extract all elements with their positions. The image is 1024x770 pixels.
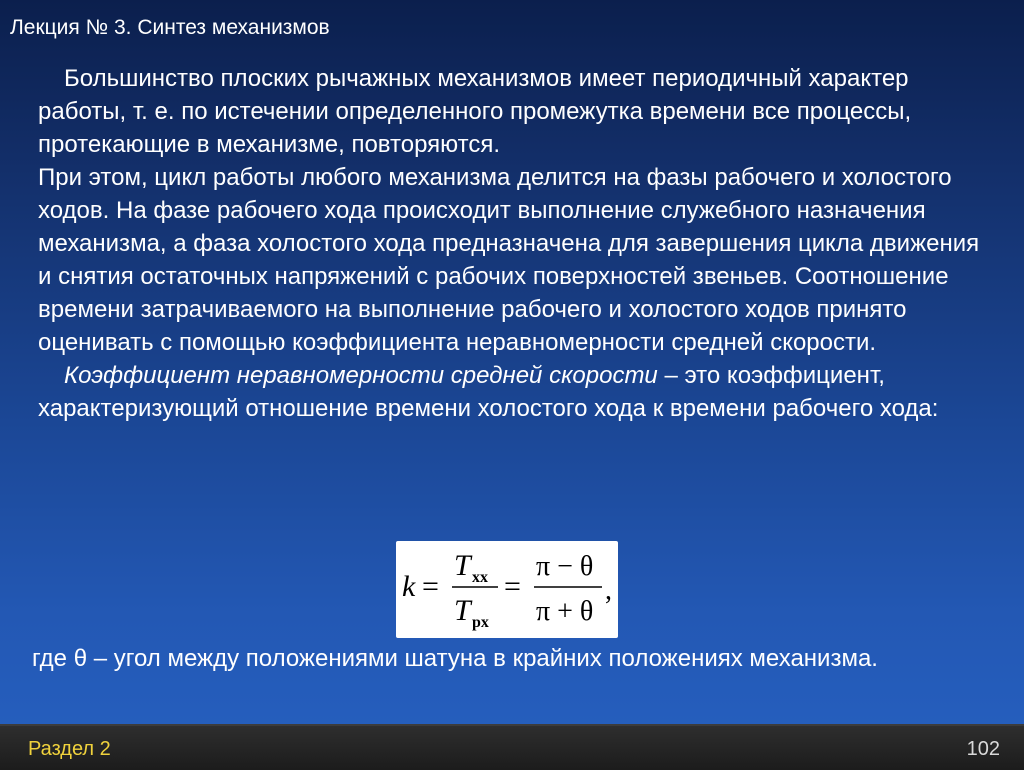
- formula-denominator: π + θ: [536, 596, 594, 627]
- formula-t-denominator: T: [454, 594, 471, 627]
- footer-section-label: Раздел 2: [28, 738, 111, 760]
- formula-sub-idle: хх: [472, 569, 488, 586]
- definition-paragraph: [38, 359, 998, 425]
- formula-comma: ,: [605, 575, 612, 606]
- formula-numerator: π − θ: [536, 551, 594, 582]
- page-number: 102: [966, 738, 1000, 760]
- definition-term: Коэффициент неравномерности средней скорости: [64, 362, 658, 389]
- formula: [396, 541, 618, 638]
- phase-paragraph: При этом, цикл работы любого механизма делится на фазы рабочего и холостого ходов. На фазе рабочего хода происходит выполнение служебного назначения механизма, а фаза холостого хода предназначена для завершения цикла движения и снятия остаточных напряжений с рабочих поверхностей звеньев. Соотношение времени затрачиваемого на выполнение рабочего и холостого ходов принято оценивать с помощью коэффициента неравномерности средней скорости.: [38, 164, 980, 356]
- formula-equals-1: =: [422, 570, 439, 603]
- intro-paragraph: Большинство плоских рычажных механизмов имеет периодичный характер работы, т. е. по истечении определенного промежутка времени все процессы, протекающие в механизме, повторяются.: [38, 65, 912, 158]
- definition-text: – это коэффициент, характеризующий отношение времени холостого хода к времени рабочего хода:: [38, 362, 939, 422]
- formula-sub-work: рх: [472, 614, 489, 631]
- footer-bar: [0, 724, 1024, 770]
- slide-title: Лекция № 3. Синтез механизмов: [10, 16, 330, 39]
- formula-equals-2: =: [504, 570, 521, 603]
- formula-box: [396, 541, 618, 638]
- formula-t-numerator: T: [454, 549, 471, 582]
- formula-k: k: [402, 570, 416, 603]
- footnote: где θ – угол между положениями шатуна в крайних положениях механизма.: [32, 645, 878, 672]
- slide-body: [38, 62, 998, 425]
